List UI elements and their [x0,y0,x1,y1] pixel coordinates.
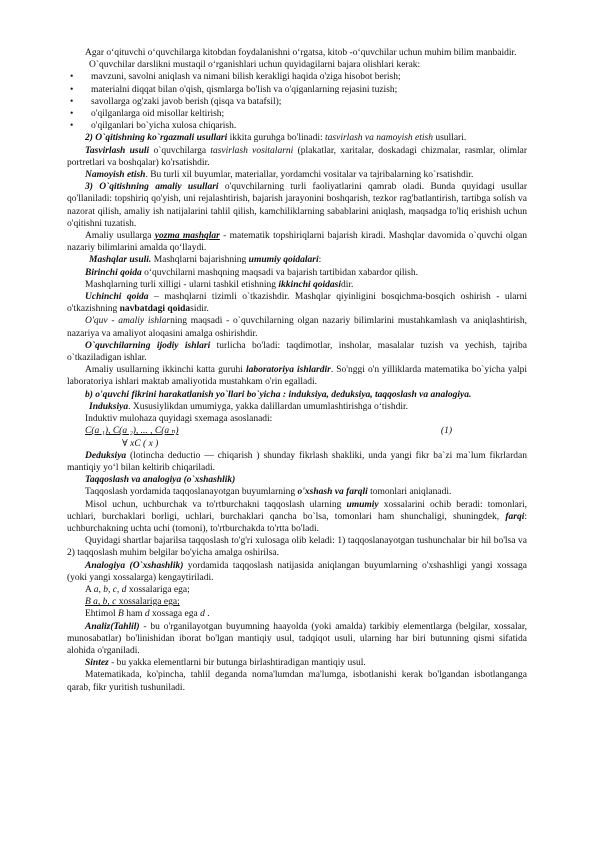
paragraph-demonstration: Namoyish etish. Bu turli xil buyumlar, materiallar, yordamchi vositalar va tajribalarning ko`rsatishdir. [85,170,474,181]
bullet-icon: • [70,84,74,95]
analogy-conclusion: Ehtimol B ham d xossaga ega d . [85,609,210,620]
document-page [67,47,527,694]
analogy-option-a: A a, b, c, d xossalariga ega; [85,584,190,595]
paragraph-comparison: Taqqoslash yordamida taqqoslanayotgan buyumlarning o'xshash va farqli tomonlari aniqlanadi. [85,487,452,498]
paragraph-written-exercises: Amaliy usullarga yozma mashqlar - matematik topshiriqlarni bajarish kiradi. Mashqlar davomida o`quvchi olgan nazariy bilimlarini amalda qo‘llaydi. [67,231,527,254]
list-item: • materialni diqqat bilan o'qish, qismlarga bo'lish va o'qiganlarning rejasini tuzish; [70,84,398,95]
paragraph-third-rule: Uchinchi qoida – mashqlarni tizimli o`tkazishdir. Mashqlar qiyinligini bosqichma-bosqich oshirish - ularni o'tkazishning navbatdagi qoidasidir. [67,292,528,315]
formula-number: (1) [440,426,452,437]
bullet-icon: • [70,121,74,132]
list-item: • mavzuni, savolni aniqlash va nimani bilish kerakligi haqida o'ziga hisobot berish; [70,72,401,83]
bullet-icon: • [70,96,74,107]
paragraph-practical-methods: 3) O`qitishning amaliy usullari o'quvchilarning turli faoliyatlarini qamrab oladi. Bunda quyidagi usullar qo'llaniladi: topshiriq qo'yish, uni rejalashtirish, bajarish jarayonini boshqarish, tezkor rag'batlantirish, tartibga solish va nazorat qilish, amaliy ish natijalarini tahlil qilish, kamchiliklarning sabablarini aniqlash, maqsadga to'liq erishish uchun o'qitishni tuzatish. [67,182,527,229]
paragraph-exercise-method: Mashqlar usuli. Mashqlarni bajarishning umumiy qoidalari: [89,255,322,266]
paragraph-inductive-scheme: Induktiv mulohaza quyidagi sxemaga asoslanadi: [85,414,273,425]
requirements-list [67,71,527,132]
paragraph-induction: Induksiya. Xususiylikdan umumiyga, yakka dalillardan umumlashtirishga o‘tishdir. [89,401,409,412]
paragraph-analogy: Analogiya (O`xshashlik) yordamida taqqoslash natijasida aniqlangan buyumlarning o'xshashligi yangi xossaga (yoki yangi xossalarga) kengaytiriladi. [67,560,527,583]
bullet-icon: • [70,72,74,83]
paragraph-comparison-example: Misol uchun, uchburchak va to'rtburchakni taqqoslash ularning umumiy xossalarini ochib beradi: tomonlari, uchlari, burchaklari borligi, uchlari, burchaklari qancha bo`lsa, tomonlari ham shunchaligi, shuningdek, farqi: uchburchakning uchta uchi (tomoni), to'rtburchakda to'rtta bo'ladi. [67,499,528,534]
paragraph-visual-methods: 2) O`qitishning ko`rgazmali usullari ikkita guruhga bo'linadi: tasvirlash va namoyish etish usullari. [85,133,467,144]
paragraph-intro: Agar o‘qituvchi o‘quvchilarga kitobdan foydalanishni o‘rgatsa, kitob -o‘quvchilar uchun muhim bilim manbaidir. [85,48,517,58]
list-item: • savollarga og'zaki javob berish (qisqa va batafsil); [70,96,282,107]
bullet-icon: • [70,109,74,120]
formula-premises: C(a ₁), C(a ₂), ... , C(a ₙ) [85,426,179,437]
list-item: • o'qilganlarga oid misollar keltirish; [70,109,225,120]
paragraph-deduction: Deduksiya (lotincha deductio — chiqarish ) shunday fikrlash shakliki, unda yangi fikr ba`zi ma`lum fikrlardan mantiqiy yo‘l bilan keltirib chiqariladi. [67,450,527,473]
paragraph-comparison-conditions: Quyidagi shartlar bajarilsa taqqoslash to'g'ri xulosaga olib keladi: 1) taqqoslanayotgan tushunchalar bir hil bo'lsa va 2) taqqoslash muhim belgilar bo'yicha amalga oshirilsa. [67,536,527,559]
formula-induction-premises [67,425,527,437]
paragraph-second-rule: Mashqlarning turli xilligi - ularni tashkil etishning ikkinchi qoidasidir. [85,279,354,290]
paragraph-depiction-method: Tasvirlash usuli o`quvchilarga tasvirlash vositalarni (plakatlar, xaritalar, doskadagi chizmalar, rasmlar, olimlar portretlari va boshqalar) ko'rsatishdir. [67,145,527,168]
analogy-option-b: B a, b, c xossalariga ega; [85,597,180,608]
formula-induction-conclusion: ∀ xC ( x ) [122,438,159,449]
paragraph-creative-work: O`quvchilarning ijodiy ishlari turlicha bo'ladi: taqdimotlar, insholar, masalalar tuzish va yechish, tajriba o`tkaziladigan ishlar. [67,340,528,364]
paragraph-laboratory-work: Amaliy usullarning ikkinchi katta guruhi laboratoriya ishlardir. So'nggi o'n yilliklarda matematika bo`yicha yalpi laboratoriya ishlari maktab amaliyotida mustahkam o'rin egalladi. [67,365,528,388]
paragraph-math-analysis: Matematikada, ko'pincha, tahlil deganda noma'lumdan ma'lumga, isbotlanishi kerak bo'lgandan isbotlanganga qarab, fikr yuritish tushuniladi. [67,670,527,693]
paragraph-first-rule: Birinchi qoida o‘quvchilarni mashqning maqsadi va bajarish tartibidan xabardor qilish. [85,267,418,278]
paragraph-requirements: O`quvchilar darslikni mustaqil o‘rganishlari uchun quyidagilarni bajara olishlari kerak: [89,60,421,71]
heading-comparison-analogy: Taqqoslash va analogiya (o`xshashlik) [85,475,236,486]
paragraph-practical-work: O'quv - amaliy ishlarning maqsadi - o`quvchilarning olgan nazariy bilimlarini mustahkamlash va aniqlashtirish, nazariya va amaliyot aloqasini amalga oshirishdir. [67,316,527,339]
paragraph-thinking-paths: b) o'quvchi fikrini harakatlanish yo`llari bo`yicha : induksiya, deduksiya, taqqoslash va analogiya. [85,389,472,400]
list-item: • o'qilganlari bo`yicha xulosa chiqarish. [70,121,237,132]
paragraph-synthesis: Sintez - bu yakka elementlarni bir butunga birlashtiradigan mantiqiy usul. [85,658,366,669]
paragraph-analysis: Analiz(Tahlil) - bu o'rganilayotgan buyumning haayolda (yoki amalda) tarkibiy elementlarga (belgilar, xossalar, munosabatlar) bo'linishidan iborat bo'lgan mantiqiy usul, tadqiqot usuli, ularning har biri butunning qismi sifatida alohida o'rganiladi. [67,621,527,656]
